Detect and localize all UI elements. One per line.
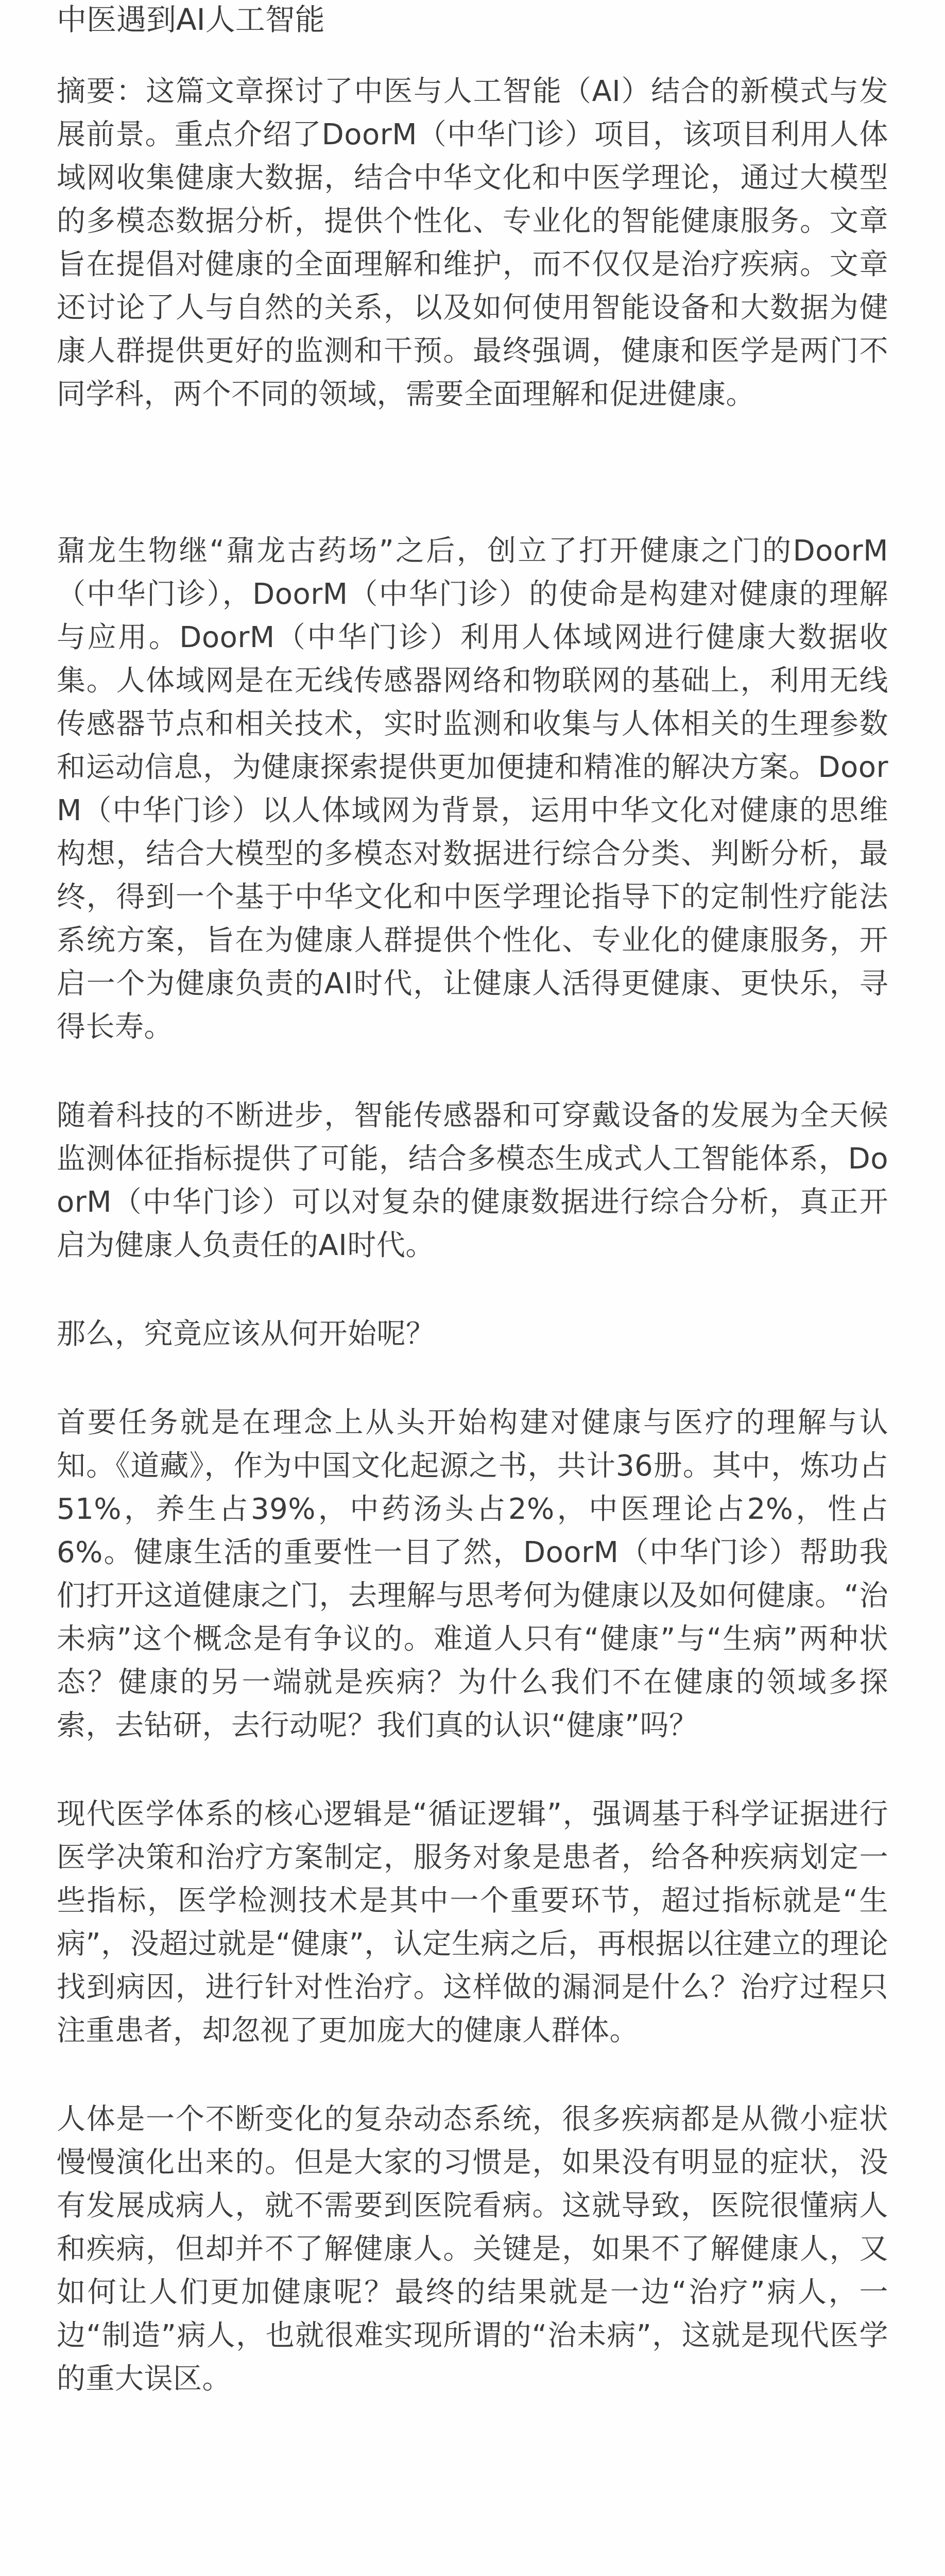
spacer [57, 416, 888, 530]
spacer [57, 1356, 888, 1401]
body-paragraph: 随着科技的不断进步，智能传感器和可穿戴设备的发展为全天候监测体征指标提供了可能，结合多模态生成式人工智能体系，DoorM（中华门诊）可以对复杂的健康数据进行综合分析，真正开启为健康人负责任的AI时代。 [57, 1099, 888, 1262]
body-paragraph: 人体是一个不断变化的复杂动态系统，很多疾病都是从微小症状慢慢演化出来的。但是大家的习惯是，如果没有明显的症状，没有发展成病人，就不需要到医院看病。这就导致，医院很懂病人和疾病，但却并不了解健康人。关键是，如果不了解健康人，又如何让人们更加健康呢？最终的结果就是一边“治疗”病人，一边“制造”病人，也就很难实现所谓的“治未病”，这就是现代医学的重大误区。 [57, 2103, 888, 2396]
spacer [57, 38, 888, 70]
spacer [57, 1267, 888, 1313]
abstract-paragraph: 摘要：这篇文章探讨了中医与人工智能（AI）结合的新模式与发展前景。重点介绍了DoorM（中华门诊）项目，该项目利用人体域网收集健康大数据，结合中华文化和中医学理论，通过大模型的多模态数据分析，提供个性化、专业化的智能健康服务。文章旨在提倡对健康的全面理解和维护，而不仅仅是治疗疾病。文章还讨论了人与自然的关系，以及如何使用智能设备和大数据为健康人群提供更好的监测和干预。最终强调，健康和医学是两门不同学科，两个不同的领域，需要全面理解和促进健康。 [57, 75, 888, 411]
article-title: 中医遇到AI人工智能 [57, 2, 325, 37]
body-paragraph: 鼐龙生物继“鼐龙古药场”之后，创立了打开健康之门的DoorM（中华门诊），DoorM（中华门诊）的使命是构建对健康的理解与应用。DoorM（中华门诊）利用人体域网进行健康大数据收集。人体域网是在无线传感器网络和物联网的基础上，利用无线传感器节点和相关技术，实时监测和收集与人体相关的生理参数和运动信息，为健康探索提供更加便捷和精准的解决方案。DoorM（中华门诊）以人体域网为背景，运用中华文化对健康的思维构想，结合大模型的多模态对数据进行综合分类、判断分析，最终，得到一个基于中华文化和中医学理论指导下的定制性疗能法系统方案，旨在为健康人群提供个性化、专业化的健康服务，开启一个为健康负责的AI时代，让健康人活得更健康、更快乐，寻得长寿。 [57, 534, 888, 1044]
spacer [57, 1049, 888, 1094]
body-paragraph: 那么，究竟应该从何开始呢？ [57, 1317, 435, 1351]
spacer [57, 2053, 888, 2098]
body-paragraph: 首要任务就是在理念上从头开始构建对健康与医疗的理解与认知。《道藏》，作为中国文化起源之书，共计36册。其中，炼功占51%，养生占39%，中药汤头占2%，中医理论占2%，性占6%。健康生活的重要性一目了然，DoorM（中华门诊）帮助我们打开这道健康之门，去理解与思考何为健康以及如何健康。“治未病”这个概念是有争议的。难道人只有“健康”与“生病”两种状态？健康的另一端就是疾病？为什么我们不在健康的领域多探索，去钻研，去行动呢？我们真的认识“健康”吗？ [57, 1406, 888, 1742]
spacer [57, 1748, 888, 1793]
body-paragraph: 现代医学体系的核心逻辑是“循证逻辑”，强调基于科学证据进行医学决策和治疗方案制定，服务对象是患者，给各种疾病划定一些指标，医学检测技术是其中一个重要环节，超过指标就是“生病”，没超过就是“健康”，认定生病之后，再根据以往建立的理论找到病因，进行针对性治疗。这样做的漏洞是什么？治疗过程只注重患者，却忽视了更加庞大的健康人群体。 [57, 1798, 888, 2047]
